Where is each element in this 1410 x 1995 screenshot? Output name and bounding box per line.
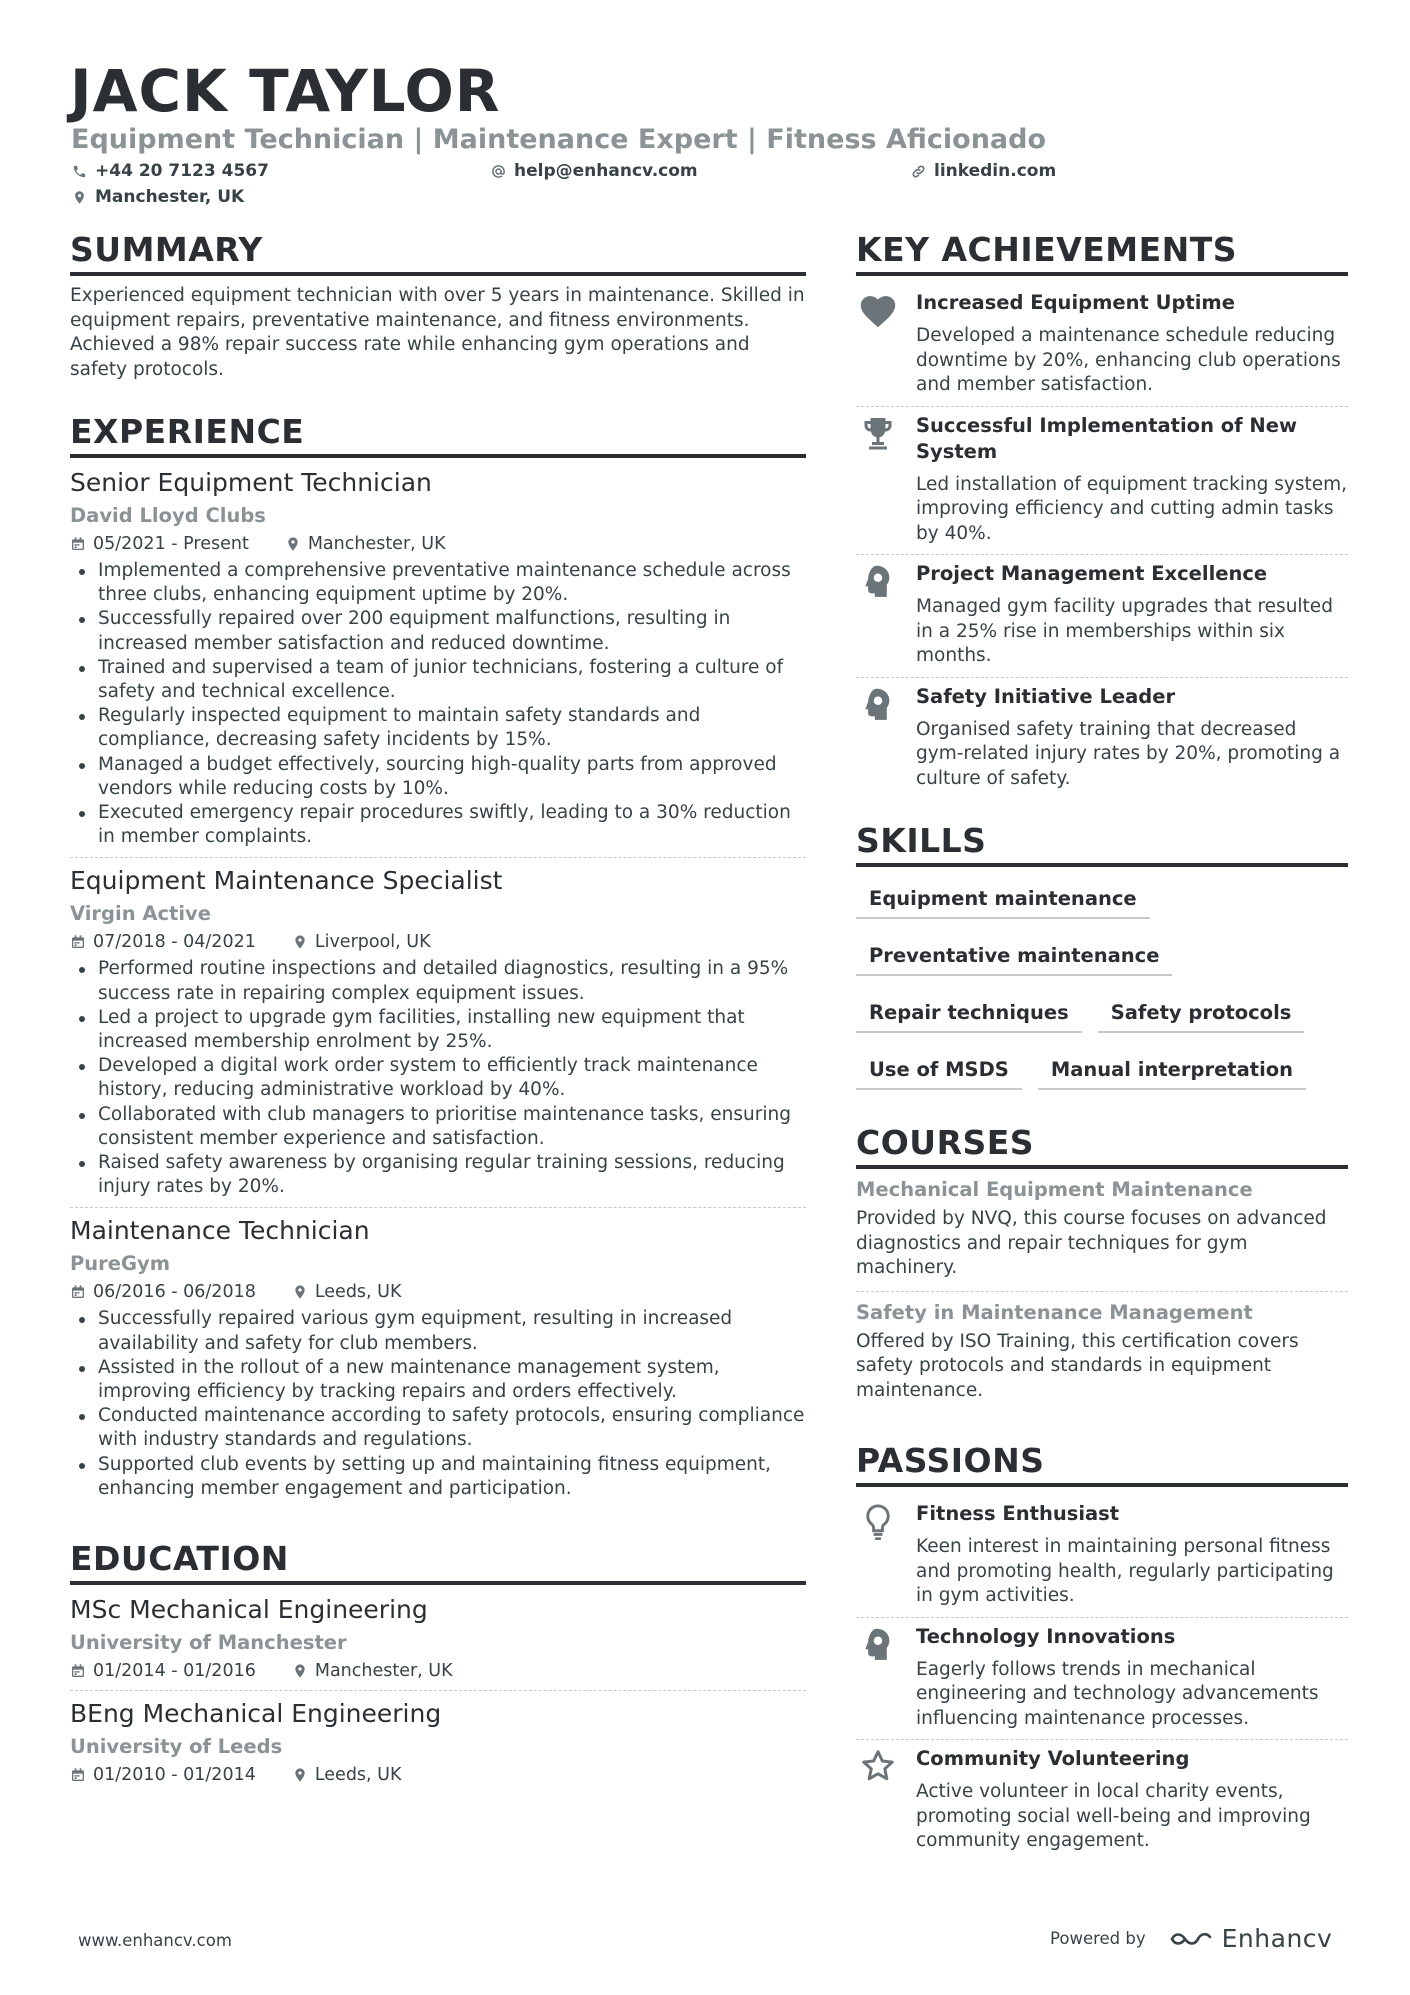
location-pin-icon — [285, 536, 301, 552]
job-location: Liverpool, UK — [314, 932, 431, 953]
skill-tag: Repair techniques — [856, 995, 1082, 1033]
candidate-headline: Equipment Technician | Maintenance Expert | Fitness Aficionado — [71, 124, 1047, 155]
education-item — [70, 1690, 806, 1794]
job-dates: 05/2021 - Present — [93, 534, 249, 554]
passion-item — [856, 1617, 1348, 1740]
job-title: Senior Equipment Technician — [70, 468, 432, 497]
job-bullets — [70, 559, 806, 849]
location-text: Manchester, UK — [95, 187, 245, 207]
course-desc: Provided by NVQ, this course focuses on advanced diagnostics and repair techniques for gym machinery. — [856, 1208, 1327, 1278]
bullet-item: Led a project to upgrade gym facilities, installing new equipment that increased membership enrolment by 25%. — [70, 1006, 806, 1054]
passion-item — [856, 1739, 1348, 1862]
summary-text: Experienced equipment technician with over 5 years in maintenance. Skilled in equipment repairs, preventative maintenance, and fitness environments. Achieved a 98% repair success rate while enhancing gym operations and safety protocols. — [70, 285, 805, 380]
passion-desc: Eagerly follows trends in mechanical engineering and technology advancements influencing maintenance processes. — [916, 1658, 1319, 1729]
job-dates: 06/2016 - 06/2018 — [93, 1282, 256, 1303]
experience-heading: EXPERIENCE — [70, 410, 806, 458]
bullet-item: Regularly inspected equipment to maintain safety standards and compliance, decreasing safety incidents by 15%. — [70, 704, 806, 752]
education-location: Leeds, UK — [314, 1765, 402, 1786]
skill-tag: Preventative maintenance — [856, 938, 1172, 976]
powered-by-label: Powered by — [1050, 1929, 1146, 1948]
achievement-item — [856, 284, 1348, 406]
education-item — [70, 1593, 806, 1690]
skill-tag: Manual interpretation — [1038, 1052, 1306, 1090]
education-section — [70, 1537, 806, 1794]
education-meta — [70, 1658, 806, 1684]
enhancv-logo-icon — [1168, 1927, 1214, 1951]
passion-title: Technology Innovations — [916, 1624, 1176, 1648]
achievement-title: Increased Equipment Uptime — [916, 291, 1235, 314]
passion-title: Community Volunteering — [916, 1747, 1190, 1770]
job-meta — [70, 531, 806, 557]
achievement-item — [856, 406, 1348, 555]
education-heading: EDUCATION — [70, 1537, 806, 1585]
course-item — [856, 1177, 1348, 1291]
degree-title: BEng Mechanical Engineering — [70, 1699, 442, 1729]
education-dates: 01/2014 - 01/2016 — [93, 1661, 256, 1682]
achievement-desc: Organised safety training that decreased gym-related injury rates by 20%, promoting a culture of safety. — [916, 718, 1341, 789]
job-location: Leeds, UK — [314, 1282, 402, 1303]
bullet-item: Developed a digital work order system to efficiently track maintenance history, reducing administrative workload by 40%. — [70, 1054, 806, 1102]
bullet-item: Supported club events by setting up and maintaining fitness equipment, enhancing member engagement and participation. — [70, 1453, 806, 1501]
location-pin-icon — [292, 934, 308, 950]
bullet-item: Raised safety awareness by organising regular training sessions, reducing injury rates by 20%. — [70, 1151, 806, 1199]
head-icon — [861, 1626, 895, 1664]
summary-section — [70, 228, 806, 382]
school-name: University of Manchester — [70, 1631, 347, 1655]
right-column — [856, 228, 1348, 1862]
passions-section — [856, 1439, 1348, 1862]
contact-phone[interactable] — [72, 160, 269, 182]
passion-desc: Keen interest in maintaining personal fitness and promoting health, regularly participating in gym activities. — [916, 1536, 1334, 1606]
trophy-icon — [860, 415, 896, 451]
candidate-name: JACK TAYLOR — [70, 57, 501, 125]
footer-branding[interactable] — [1050, 1924, 1332, 1954]
head-icon — [861, 563, 895, 601]
linkedin-text: linkedin.com — [934, 161, 1057, 181]
achievement-item — [856, 554, 1348, 677]
location-pin-icon — [292, 1284, 308, 1300]
job-meta — [70, 929, 806, 955]
company-name: David Lloyd Clubs — [70, 504, 266, 527]
experience-item — [70, 466, 806, 857]
course-title: Safety in Maintenance Management — [856, 1300, 1253, 1324]
calendar-icon — [70, 1767, 86, 1783]
calendar-icon — [70, 1663, 86, 1679]
footer-website-link[interactable]: www.enhancv.com — [78, 1931, 232, 1950]
star-icon — [860, 1748, 896, 1784]
achievements-section — [856, 228, 1348, 799]
contact-linkedin[interactable] — [911, 160, 1056, 182]
passion-item — [856, 1495, 1348, 1617]
head-icon — [861, 686, 895, 724]
location-pin-icon — [292, 1663, 308, 1679]
lightbulb-icon — [863, 1503, 893, 1541]
skill-tag: Safety protocols — [1098, 995, 1305, 1033]
degree-title: MSc Mechanical Engineering — [70, 1595, 428, 1625]
experience-item — [70, 1207, 806, 1509]
bullet-item: Trained and supervised a team of junior technicians, fostering a culture of safety and technical excellence. — [70, 656, 806, 704]
job-title: Equipment Maintenance Specialist — [70, 866, 503, 896]
job-location: Manchester, UK — [307, 534, 446, 554]
company-name: Virgin Active — [70, 902, 211, 926]
left-column — [70, 228, 806, 1794]
skills-heading: SKILLS — [856, 819, 1348, 867]
bullet-item: Assisted in the rollout of a new maintenance management system, improving efficiency by tracking repairs and orders effectively. — [70, 1356, 806, 1404]
bullet-item: Collaborated with club managers to prioritise maintenance tasks, ensuring consistent member experience and satisfaction. — [70, 1103, 806, 1151]
brand-name: Enhancv — [1221, 1924, 1333, 1953]
passion-title: Fitness Enthusiast — [916, 1502, 1120, 1525]
achievements-heading: KEY ACHIEVEMENTS — [856, 228, 1348, 276]
job-title: Maintenance Technician — [70, 1216, 370, 1246]
achievement-item — [856, 677, 1348, 800]
contact-location — [72, 186, 244, 208]
bullet-item: Executed emergency repair procedures swiftly, leading to a 30% reduction in member complaints. — [70, 801, 806, 849]
at-icon — [491, 164, 506, 179]
achievement-desc: Developed a maintenance schedule reducing downtime by 20%, enhancing club operations and member satisfaction. — [916, 325, 1341, 395]
bullet-item: Successfully repaired over 200 equipment malfunctions, resulting in increased member satisfaction and reduced downtime. — [70, 607, 806, 655]
achievement-desc: Managed gym facility upgrades that resulted in a 25% rise in memberships within six months. — [916, 596, 1333, 666]
company-name: PureGym — [70, 1252, 171, 1276]
course-title: Mechanical Equipment Maintenance — [856, 1178, 1253, 1201]
calendar-icon — [70, 536, 86, 552]
achievement-title: Project Management Excellence — [916, 562, 1268, 585]
heart-icon — [858, 292, 898, 328]
skills-list — [856, 875, 1348, 1109]
skill-tag: Equipment maintenance — [856, 881, 1150, 919]
job-meta — [70, 1279, 806, 1305]
courses-section — [856, 1121, 1348, 1413]
location-pin-icon — [292, 1767, 308, 1783]
bullet-item: Implemented a comprehensive preventative maintenance schedule across three clubs, enhancing equipment uptime by 20%. — [70, 559, 806, 607]
experience-section — [70, 410, 806, 1509]
contact-email[interactable] — [491, 160, 698, 182]
course-desc: Offered by ISO Training, this certification covers safety protocols and standards in equipment maintenance. — [856, 1330, 1299, 1401]
job-dates: 07/2018 - 04/2021 — [93, 932, 256, 953]
brand-logo — [1168, 1924, 1333, 1954]
course-item — [856, 1291, 1348, 1414]
skills-section — [856, 819, 1348, 1109]
education-location: Manchester, UK — [314, 1661, 453, 1682]
location-pin-icon — [72, 190, 87, 205]
summary-heading: SUMMARY — [70, 228, 806, 276]
phone-icon — [72, 164, 87, 179]
passions-heading: PASSIONS — [856, 1439, 1348, 1487]
courses-heading: COURSES — [856, 1121, 1348, 1169]
bullet-item: Conducted maintenance according to safety protocols, ensuring compliance with industry standards and regulations. — [70, 1404, 806, 1452]
achievement-title: Safety Initiative Leader — [916, 684, 1176, 708]
skill-tag: Use of MSDS — [856, 1052, 1022, 1090]
school-name: University of Leeds — [70, 1735, 283, 1759]
bullet-item: Managed a budget effectively, sourcing high-quality parts from approved vendors while reducing costs by 10%. — [70, 753, 806, 801]
job-bullets — [70, 957, 806, 1199]
bullet-item: Successfully repaired various gym equipment, resulting in increased availability and safety for club members. — [70, 1307, 806, 1355]
passion-desc: Active volunteer in local charity events, promoting social well-being and improving community engagement. — [916, 1781, 1311, 1851]
education-dates: 01/2010 - 01/2014 — [93, 1765, 256, 1786]
phone-text: +44 20 7123 4567 — [95, 161, 269, 181]
email-text: help@enhancv.com — [514, 161, 698, 181]
achievement-desc: Led installation of equipment tracking system, improving efficiency and cutting admin tasks by 40%. — [916, 473, 1348, 544]
bullet-item: Performed routine inspections and detailed diagnostics, resulting in a 95% success rate in repairing complex equipment issues. — [70, 957, 806, 1005]
education-meta — [70, 1762, 806, 1788]
achievement-title: Successful Implementation of New System — [916, 413, 1297, 463]
experience-item — [70, 857, 806, 1207]
job-bullets — [70, 1307, 806, 1501]
link-icon — [911, 164, 926, 179]
calendar-icon — [70, 1284, 86, 1300]
calendar-icon — [70, 934, 86, 950]
